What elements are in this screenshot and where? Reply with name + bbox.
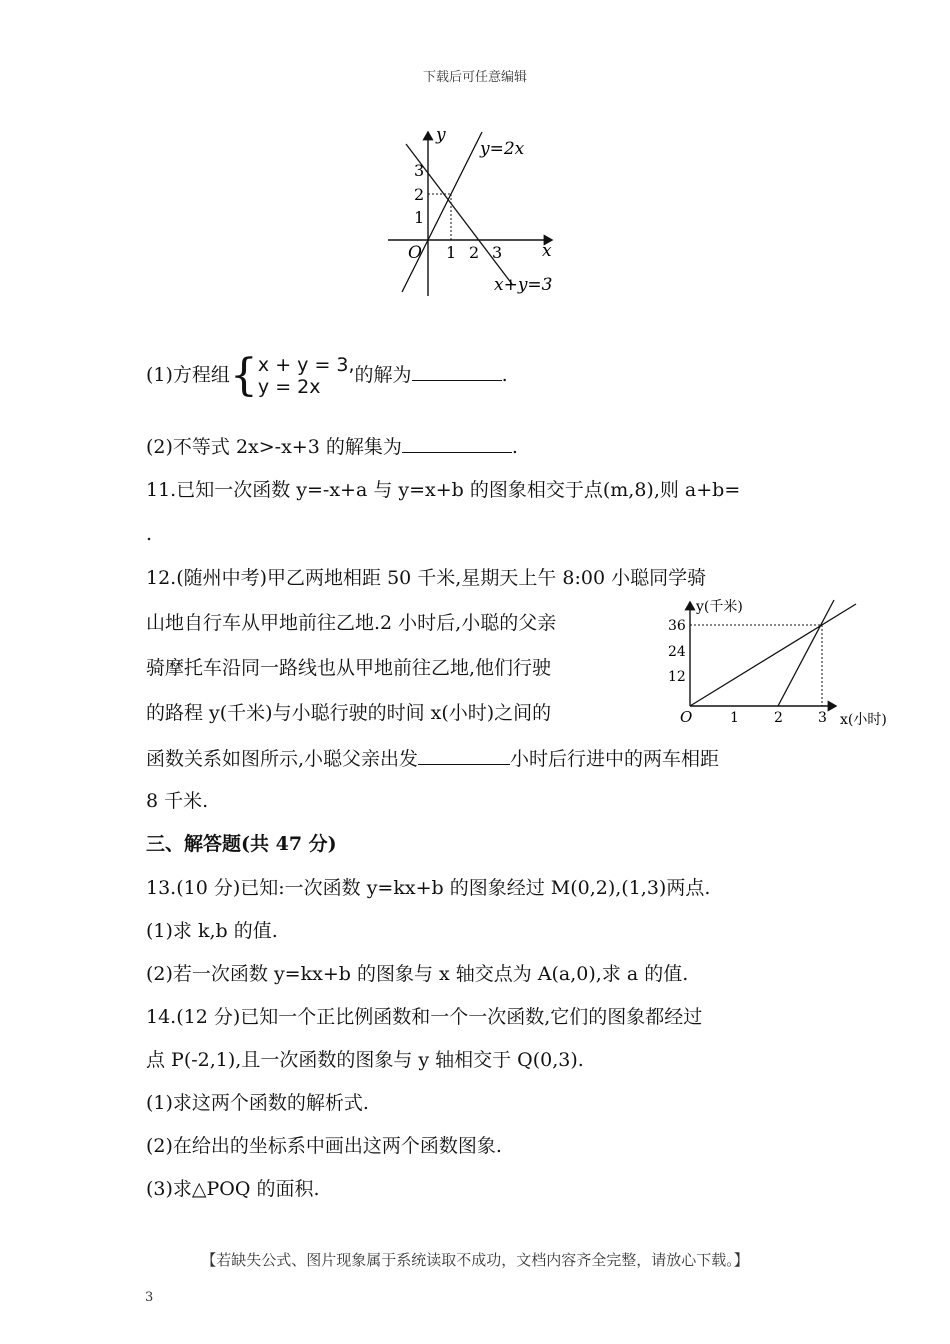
equation-system — [258, 354, 355, 398]
q12-line5a: 函数关系如图所示,小聪父亲出发 — [146, 748, 419, 770]
brace-icon: { — [229, 350, 258, 401]
page-footer-notice: 【若缺失公式、图片现象属于系统读取不成功，文档内容齐全完整，请放心下载。】 — [201, 1251, 749, 1269]
x-tick-2: 2 — [774, 710, 783, 726]
q10-part1-end: . — [501, 364, 508, 386]
x-axis-label: x — [542, 241, 552, 261]
y-axis-label: y — [436, 126, 446, 145]
q10-part2-end: . — [511, 436, 518, 458]
figure-lines-intersection — [384, 126, 564, 302]
answer-blank-2[interactable] — [402, 432, 512, 453]
y-tick-12: 12 — [668, 669, 686, 685]
origin-label: O — [680, 708, 693, 726]
page-header: 下载后可任意编辑 — [422, 70, 527, 85]
y-axis-label: y(千米) — [696, 599, 743, 615]
line-motorcycle — [778, 600, 834, 706]
x-tick-3: 3 — [818, 710, 827, 726]
x-tick-1: 1 — [446, 243, 457, 262]
x-tick-3: 3 — [492, 243, 503, 262]
q10-part1 — [146, 350, 508, 401]
q12-line4: 的路程 y(千米)与小聪行驶的时间 x(小时)之间的 — [146, 702, 552, 724]
equation-1: x + y = 3, — [257, 354, 355, 376]
q10-part1-suffix: 的解为 — [354, 364, 412, 386]
q12-line2: 山地自行车从甲地前往乙地.2 小时后,小聪的父亲 — [146, 612, 557, 634]
q12-line5 — [146, 744, 719, 772]
q14-line1: 14.(12 分)已知一个正比例函数和一个一次函数,它们的图象都经过 — [146, 1006, 703, 1028]
origin-label: O — [408, 243, 422, 263]
equation-2: y = 2x — [257, 376, 321, 398]
line1-label: y=2x — [480, 139, 525, 159]
y-tick-2: 2 — [414, 185, 425, 204]
q13-line1: 13.(10 分)已知:一次函数 y=kx+b 的图象经过 M(0,2),(1,3)两点. — [146, 877, 711, 899]
q10-part2-text: (2)不等式 2x>-x+3 的解集为 — [146, 436, 402, 458]
section-heading: 三、解答题(共 47 分) — [146, 833, 337, 855]
q12-line1: 12.(随州中考)甲乙两地相距 50 千米,星期天上午 8:00 小聪同学骑 — [146, 567, 707, 589]
q10-part2 — [146, 432, 518, 460]
x-tick-2: 2 — [469, 243, 480, 262]
answer-blank-1[interactable] — [412, 360, 502, 381]
x-axis-label: x(小时) — [840, 712, 887, 728]
q10-part1-prefix: (1)方程组 — [146, 364, 230, 386]
page-number: 3 — [145, 1290, 154, 1305]
q11-line1: 11.已知一次函数 y=-x+a 与 y=x+b 的图象相交于点(m,8),则 a+b= — [146, 479, 741, 501]
figure-distance-time — [660, 594, 910, 736]
y-tick-24: 24 — [668, 644, 686, 660]
y-tick-1: 1 — [414, 208, 425, 227]
q12-line3: 骑摩托车沿同一路线也从甲地前往乙地,他们行驶 — [146, 657, 552, 679]
x-tick-1: 1 — [730, 710, 739, 726]
q13-line3: (2)若一次函数 y=kx+b 的图象与 x 轴交点为 A(a,0),求 a 的值. — [146, 963, 689, 985]
y-tick-36: 36 — [668, 618, 686, 634]
q11-line2: . — [146, 523, 153, 545]
answer-blank-3[interactable] — [418, 744, 510, 765]
q14-line4: (2)在给出的坐标系中画出这两个函数图象. — [146, 1135, 502, 1157]
q14-line3: (1)求这两个函数的解析式. — [146, 1092, 369, 1114]
q14-line5: (3)求△POQ 的面积. — [146, 1178, 320, 1200]
q13-line2: (1)求 k,b 的值. — [146, 920, 278, 942]
y-tick-3: 3 — [414, 161, 425, 180]
line-bicycle — [690, 604, 856, 706]
q12-line5b: 小时后行进中的两车相距 — [510, 748, 720, 770]
q14-line2: 点 P(-2,1),且一次函数的图象与 y 轴相交于 Q(0,3). — [146, 1049, 584, 1071]
q12-line6: 8 千米. — [146, 790, 209, 812]
line2-label: x+y=3 — [494, 275, 553, 295]
